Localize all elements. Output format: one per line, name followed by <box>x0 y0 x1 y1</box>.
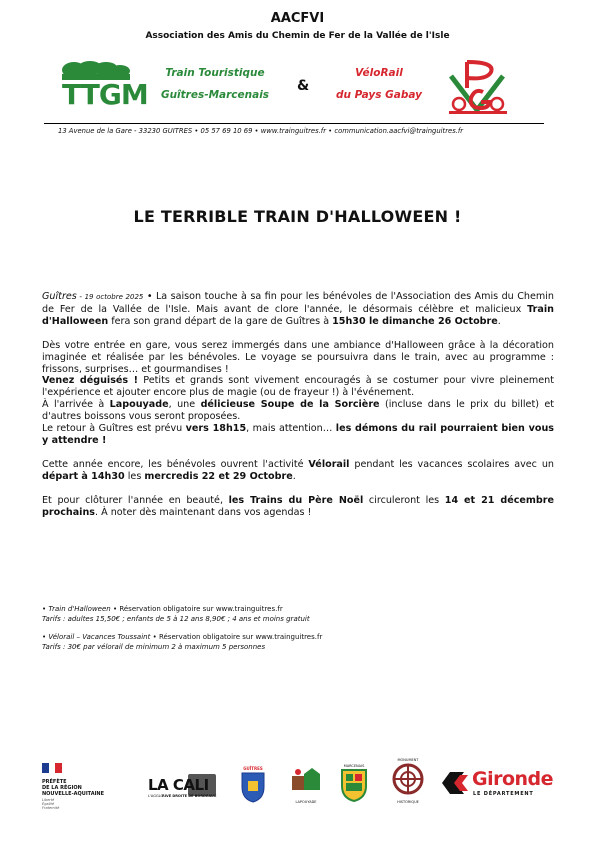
note-1-tariffs: Tarifs : adultes 15,50€ ; enfants de 5 à 12 ans 8,90€ ; 4 ans et moins gratuit <box>42 614 310 623</box>
partner-right-line1: VéloRail <box>355 67 403 79</box>
note-2 <box>42 633 562 643</box>
motto-2: Égalité <box>42 802 55 806</box>
bold-text: les démons du rail pourraient bien vous y attendre ! <box>42 423 555 446</box>
text: Et pour clôturer l'année en beauté, <box>42 494 229 506</box>
coat-of-arms-icon <box>240 771 266 803</box>
paragraph-1 <box>42 291 554 328</box>
reservation-notes <box>42 605 562 652</box>
monument-line2: HISTORIQUE <box>397 800 419 804</box>
bold-text: Vélorail <box>308 458 350 470</box>
velorail-monogram-icon <box>447 58 509 116</box>
text: , mais attention… <box>246 423 336 435</box>
ttgm-logo-text: TTGM <box>62 78 148 111</box>
org-full-name: Association des Amis du Chemin de Fer de la Vallée de l'Isle <box>145 31 450 41</box>
velorail-logo <box>447 58 509 116</box>
bold-text: départ à 14h30 <box>42 470 125 482</box>
note-title: • Train d'Halloween <box>42 605 111 613</box>
dateline-date: - 19 octobre 2025 <box>76 293 144 301</box>
partner-left-name <box>148 62 282 106</box>
partner-logos <box>42 758 562 810</box>
lapouyade-logo <box>290 768 322 806</box>
ttgm-logo <box>60 60 148 118</box>
paragraph-4 <box>42 495 554 519</box>
text: • La saison touche à sa fin pour les bénévoles de l'Association des Amis du Chemin de Fer de la Vallée de l'Isle. Mais avant de clore l'année, le désormais célèbre et malicieux <box>42 291 554 315</box>
text: circuleront les <box>363 494 445 506</box>
prefecture-logo <box>42 758 132 808</box>
text: pendant les vacances scolaires avec un <box>349 458 554 470</box>
bold-text: les Trains du Père Noël <box>228 494 364 506</box>
village-icon <box>290 768 320 796</box>
gironde-name: Gironde <box>472 768 554 790</box>
paragraph-2 <box>42 340 554 447</box>
marianne-icon <box>42 763 62 773</box>
motto-1: Liberté <box>42 798 55 802</box>
gironde-arrow-icon <box>442 770 468 796</box>
press-headline: LE TERRIBLE TRAIN D'HALLOWEEN ! <box>133 207 462 226</box>
marcenais-label: MARCENAIS <box>343 764 365 768</box>
contact-line: 13 Avenue de la Gare - 33230 GUITRES • 05 57 69 10 69 • www.trainguitres.fr • communication.aacfvi@trainguitres.fr <box>58 127 464 135</box>
bold-text: 14 et 21 décembre prochains <box>42 494 555 518</box>
bold-text: vers 18h15 <box>185 423 247 435</box>
text: , une <box>168 399 201 411</box>
marcenais-crest <box>340 764 368 808</box>
monument-historique-logo <box>386 758 430 808</box>
text: . À noter dès maintenant dans vos agendas ! <box>95 506 312 518</box>
text: Dès votre entrée en gare, vous serez immergés dans une ambiance d'Halloween grâce à la décoration imaginée et réalisée par les bénévoles. Le voyage se poursuivra dans le train, avec au programme : frissons, surprises… et gourmandises ! <box>42 339 554 375</box>
bold-text: Venez déguisés ! <box>42 375 139 387</box>
bold-text: Train d'Halloween <box>42 303 554 327</box>
prefecture-line1: PRÉFÈTE <box>42 779 67 785</box>
gironde-subtitle: LE DÉPARTEMENT <box>473 791 534 797</box>
text: Cette année encore, les bénévoles ouvrent l'activité <box>42 458 309 470</box>
motto-3: Fraternité <box>42 806 60 810</box>
shield-icon <box>340 768 368 802</box>
bold-text: 15h30 le dimanche 26 Octobre <box>332 315 498 327</box>
lapouyade-label: LAPOUYADE <box>295 800 317 804</box>
ampersand: & <box>297 78 310 94</box>
cali-subtitle: RIVE DROITE DE BORDEAUX <box>162 794 217 798</box>
text: À l'arrivée à <box>42 399 110 411</box>
text: Le retour à Guîtres est prévu <box>42 423 186 435</box>
partner-left-line1: Train Touristique <box>165 67 265 79</box>
text: les <box>124 470 145 482</box>
press-body <box>42 291 554 519</box>
header-divider <box>44 123 544 124</box>
monument-line1: MONUMENT <box>397 758 419 762</box>
partner-left-line2: Guîtres-Marcenais <box>160 89 270 101</box>
bold-text: Lapouyade <box>109 399 169 411</box>
gironde-logo <box>442 768 557 802</box>
paragraph-3 <box>42 459 554 483</box>
guitres-crest <box>240 766 266 808</box>
dateline-location: Guîtres <box>42 291 77 302</box>
la-cali-logo <box>148 774 228 806</box>
note-text: • Réservation obligatoire sur www.trainguitres.fr <box>110 605 283 613</box>
note-text: • Réservation obligatoire sur www.trainguitres.fr <box>150 633 323 641</box>
partner-right-line2: du Pays Gabay <box>335 89 422 101</box>
note-1 <box>42 605 562 615</box>
cali-prefix: L'AGGLO <box>148 794 164 798</box>
partner-right-name <box>320 62 438 106</box>
text: Petits et grands sont vivement encouragés à se costumer pour vivre pleinement l'expérience et ajouter encore plus de magie (ou de frayeur !) à l'événement. <box>42 375 554 399</box>
text: fera son grand départ de la gare de Guîtres à <box>108 315 333 327</box>
cali-name: LA CALI <box>148 776 209 794</box>
text: . <box>292 470 296 482</box>
prefecture-line2: DE LA RÉGION <box>42 785 82 791</box>
guitres-label: GUÎTRES <box>243 766 263 771</box>
bold-text: délicieuse Soupe de la Sorcière <box>200 399 380 411</box>
labyrinth-icon <box>386 762 430 796</box>
note-2-tariffs: Tarifs : 30€ par vélorail de minimum 2 à maximum 5 personnes <box>42 642 266 651</box>
text: (incluse dans le prix du billet) et d'autres boissons vous seront proposées. <box>42 399 555 423</box>
prefecture-line3: NOUVELLE-AQUITAINE <box>42 791 105 797</box>
bold-text: mercredis 22 et 29 Octobre <box>144 470 293 482</box>
note-title: • Vélorail – Vacances Toussaint <box>42 633 151 641</box>
org-short-name: AACFVI <box>270 11 325 26</box>
text: . <box>497 315 501 327</box>
